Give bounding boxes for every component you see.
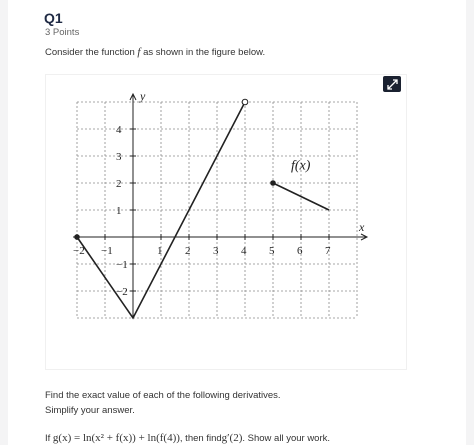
- formula-suffix: . Show all your work.: [242, 433, 331, 444]
- x-tick-label: −2: [73, 245, 85, 257]
- question-prompt: [45, 46, 265, 58]
- x-tick-label: 1: [157, 245, 163, 257]
- instructions-line2: Simplify your answer.: [45, 405, 135, 416]
- expand-arrows-icon: [387, 79, 398, 90]
- y-tick-label: −1: [116, 259, 128, 271]
- formula-expr: g(x) = ln(x² + f(x)) + ln(f(4)): [52, 432, 180, 444]
- closed-endpoint: [270, 180, 276, 186]
- question-points: 3 Points: [45, 27, 80, 38]
- y-tick-label: 2: [116, 178, 122, 190]
- y-tick-label: 1: [116, 205, 122, 217]
- closed-endpoint: [74, 234, 80, 240]
- y-tick-label: 4: [116, 124, 122, 136]
- x-tick-label: 7: [325, 245, 331, 257]
- formula-target: g′(2): [221, 432, 243, 444]
- figure-panel: [45, 74, 407, 370]
- open-endpoint: [242, 99, 248, 105]
- x-tick-label: 2: [185, 245, 191, 257]
- formula-middle: , then find: [179, 433, 222, 444]
- function-graph: [46, 75, 406, 369]
- formula-line: [45, 432, 330, 444]
- expand-button[interactable]: [383, 76, 401, 92]
- x-tick-label: −1: [101, 245, 113, 257]
- y-axis-label: y: [140, 89, 146, 103]
- x-axis-label: x: [359, 220, 365, 234]
- prompt-var: f: [137, 46, 141, 58]
- question-card: [8, 0, 466, 445]
- x-tick-label: 4: [241, 245, 247, 257]
- instructions-line1: Find the exact value of each of the following derivatives.: [45, 390, 281, 401]
- x-tick-label: 5: [269, 245, 275, 257]
- function-label: f(x): [291, 158, 311, 174]
- question-title: Q1: [44, 10, 63, 26]
- x-tick-label: 3: [213, 245, 219, 257]
- y-tick-label: 3: [116, 151, 122, 163]
- formula-prefix: If: [45, 433, 53, 444]
- prompt-after: as shown in the figure below.: [140, 47, 266, 58]
- x-tick-label: 6: [297, 245, 303, 257]
- prompt-before: Consider the function: [45, 47, 138, 58]
- y-tick-label: −2: [116, 286, 128, 298]
